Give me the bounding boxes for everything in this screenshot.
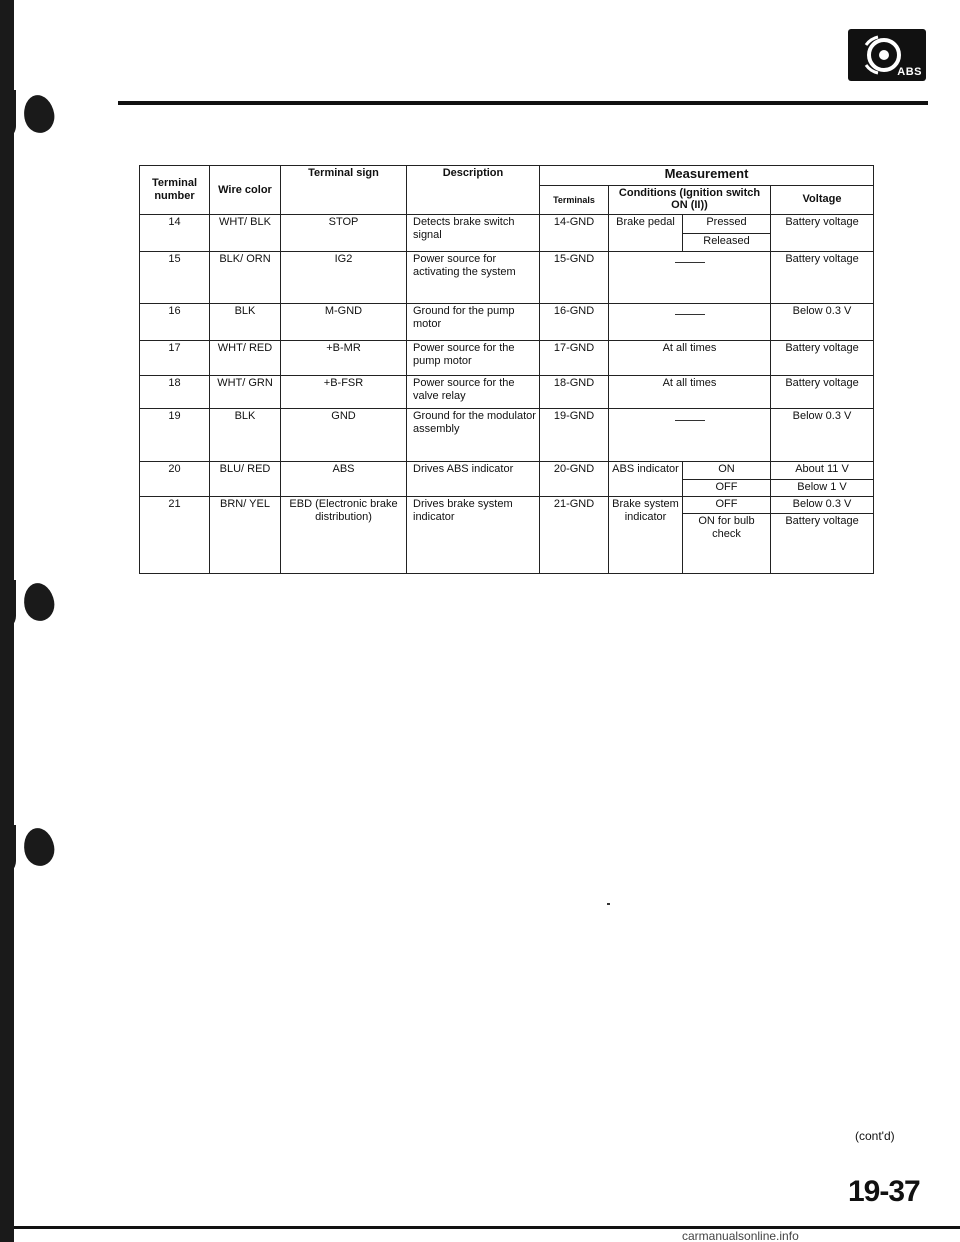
binding-notch — [0, 90, 16, 140]
watermark: carmanualsonline.info — [682, 1229, 799, 1242]
description: Ground for the modulator assembly — [407, 409, 540, 462]
terminals: 20-GND — [540, 462, 609, 497]
terminal-number: 20 — [140, 462, 210, 497]
terminal-sign: GND — [281, 409, 407, 462]
terminal-sign: +B-FSR — [281, 376, 407, 409]
header-voltage: Voltage — [771, 185, 874, 214]
terminal-number: 17 — [140, 341, 210, 376]
terminal-sign: STOP — [281, 214, 407, 251]
header-wire-color: Wire color — [210, 166, 281, 215]
terminal-number: 15 — [140, 252, 210, 304]
table-row — [140, 497, 874, 514]
header-conditions: Conditions (Ignition switch ON (II)) — [609, 185, 771, 214]
description: Ground for the pump motor — [407, 303, 540, 340]
terminal-spec-table — [139, 165, 874, 574]
header-measurement: Measurement — [540, 166, 874, 186]
terminal-sign: M-GND — [281, 303, 407, 340]
terminal-number: 21 — [140, 497, 210, 574]
continued-note: (cont'd) — [855, 1129, 895, 1143]
binding-notch — [0, 580, 16, 630]
voltage: About 11 V — [771, 462, 874, 480]
terminals: 19-GND — [540, 409, 609, 462]
description: Drives brake system indicator — [407, 497, 540, 574]
table-row — [140, 341, 874, 376]
wire-color: WHT/ GRN — [210, 376, 281, 409]
condition: ABS indicator — [609, 462, 683, 497]
page-number: 19-37 — [848, 1175, 920, 1208]
terminals: 21-GND — [540, 497, 609, 574]
sub-condition: OFF — [683, 479, 771, 497]
voltage: Below 0.3 V — [771, 497, 874, 514]
terminal-sign: +B-MR — [281, 341, 407, 376]
sub-condition: OFF — [683, 497, 771, 514]
table-row — [140, 376, 874, 409]
description: Drives ABS indicator — [407, 462, 540, 497]
wire-color: BLK — [210, 303, 281, 340]
wire-color: WHT/ RED — [210, 341, 281, 376]
header-description: Description — [407, 166, 540, 215]
voltage: Battery voltage — [771, 214, 874, 251]
terminals: 18-GND — [540, 376, 609, 409]
binding-notch — [0, 825, 16, 875]
terminal-number: 16 — [140, 303, 210, 340]
voltage: Battery voltage — [771, 513, 874, 573]
footer-rule — [14, 1226, 960, 1229]
terminal-sign: EBD (Electronic brake distribution) — [281, 497, 407, 574]
condition: At all times — [609, 376, 771, 409]
header-terminal-sign: Terminal sign — [281, 166, 407, 215]
wire-color: BLU/ RED — [210, 462, 281, 497]
condition: Brake pedal — [609, 214, 683, 251]
condition-dash — [609, 303, 771, 340]
header-terminals: Terminals — [540, 185, 609, 214]
condition: At all times — [609, 341, 771, 376]
terminal-sign: IG2 — [281, 252, 407, 304]
punch-hole — [21, 93, 57, 136]
scan-speck — [607, 903, 610, 905]
header-rule — [118, 101, 928, 105]
voltage: Below 0.3 V — [771, 409, 874, 462]
punch-hole — [21, 826, 57, 869]
sub-condition: Pressed — [683, 214, 771, 233]
punch-hole — [21, 581, 57, 624]
terminal-number: 19 — [140, 409, 210, 462]
description: Power source for the valve relay — [407, 376, 540, 409]
sub-condition: ON for bulb check — [683, 513, 771, 573]
condition: Brake system indicator — [609, 497, 683, 574]
table-row — [140, 462, 874, 480]
table-row — [140, 214, 874, 233]
sub-condition: Released — [683, 233, 771, 252]
description: Detects brake switch signal — [407, 214, 540, 251]
table-row — [140, 252, 874, 304]
wire-color: BLK/ ORN — [210, 252, 281, 304]
description: Power source for the pump motor — [407, 341, 540, 376]
terminal-number: 18 — [140, 376, 210, 409]
terminals: 17-GND — [540, 341, 609, 376]
sub-condition: ON — [683, 462, 771, 480]
wire-color: BRN/ YEL — [210, 497, 281, 574]
terminals: 16-GND — [540, 303, 609, 340]
terminal-number: 14 — [140, 214, 210, 251]
abs-badge-label: ABS — [897, 66, 922, 78]
header-terminal-number: Terminal number — [140, 166, 210, 215]
wire-color: WHT/ BLK — [210, 214, 281, 251]
description: Power source for activating the system — [407, 252, 540, 304]
condition-dash — [609, 409, 771, 462]
voltage: Battery voltage — [771, 252, 874, 304]
condition-dash — [609, 252, 771, 304]
voltage: Below 1 V — [771, 479, 874, 497]
table-row — [140, 303, 874, 340]
voltage: Battery voltage — [771, 376, 874, 409]
table-row — [140, 409, 874, 462]
terminals: 15-GND — [540, 252, 609, 304]
voltage: Battery voltage — [771, 341, 874, 376]
terminals: 14-GND — [540, 214, 609, 251]
terminal-sign: ABS — [281, 462, 407, 497]
wire-color: BLK — [210, 409, 281, 462]
abs-badge — [848, 29, 926, 81]
voltage: Below 0.3 V — [771, 303, 874, 340]
